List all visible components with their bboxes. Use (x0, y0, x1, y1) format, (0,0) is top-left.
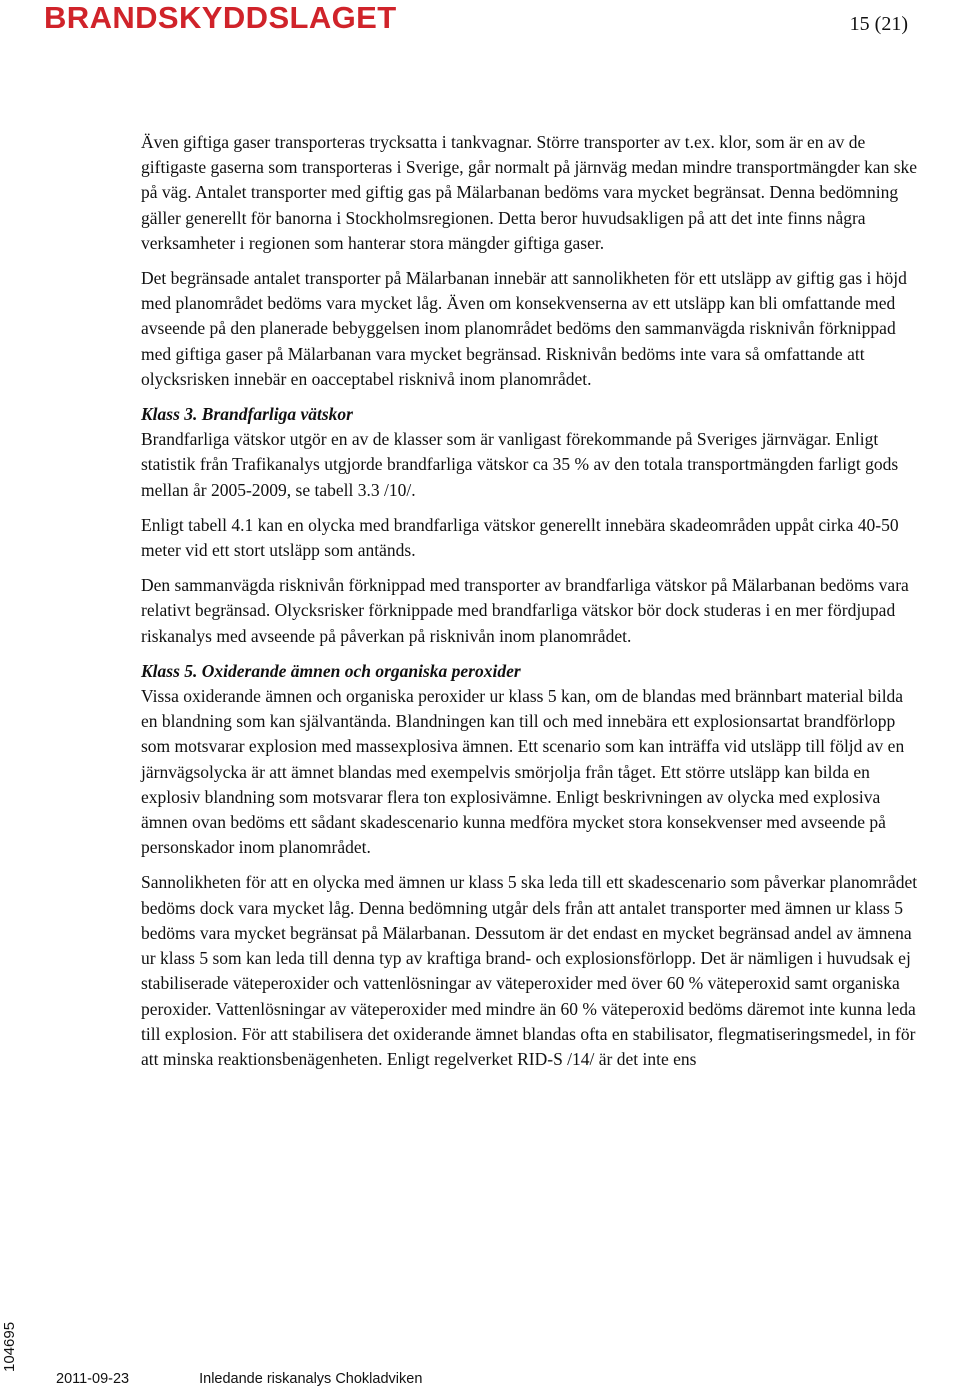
document-id-vertical: 104695 (1, 1321, 18, 1372)
footer (56, 1371, 422, 1387)
heading-class-3: Klass 3. Brandfarliga vätskor (141, 404, 353, 425)
footer-title: Inledande riskanalys Chokladviken (199, 1371, 423, 1387)
paragraph-flammable-liquids-stats: Brandfarliga vätskor utgör en av de klasser som är vanligast förekommande på Sveriges järnvägar. Enligt statistik från Trafikanalys utgjorde brandfarliga vätskor ca 35 % av den totala transportmängden farligt gods mellan år 2005-2009, se tabell 3.3 /10/. (141, 429, 899, 500)
paragraph-toxic-gas-transport: Även giftiga gaser transporteras trycksatta i tankvagnar. Större transporter av t.ex. klor, som är en av de giftigaste gaserna som transporteras i Sverige, går normalt på järnväg medan mindre transportmängder kan ske på väg. Antalet transporter med giftig gas på Mälarbanan bedöms vara mycket begränsat. Denna bedömning gäller generellt för banorna i Stockholmsregionen. Detta beror huvudsakligen på att det inte finns några verksamheter i regionen som hanterar stora mängder giftiga gaser. (141, 132, 918, 253)
brandskyddslaget-logo: BRANDSKYDDSLAGET (44, 0, 397, 35)
footer-date: 2011-09-23 (56, 1371, 130, 1387)
paragraph-oxidizing-substances: Vissa oxiderande ämnen och organiska peroxider ur klass 5 kan, om de blandas med brännbart material bilda en blandning som kan självantända. Blandningen kan till och med innebära ett explosionsartat brandförlopp som motsvarar explosion med massexplosiva ämnen. Ett scenario som kan inträffa vid utsläpp till följd av en järnvägsolycka är att ämnet blandas med exempelvis smörjolja från tåget. Ett större utsläpp kan bilda en explosiv blandning som motsvarar flera ton explosivämne. Enligt beskrivningen av olycka med explosiva ämnen ovan bedöms ett sådant skadescenario kunna medföra mycket stora konsekvenser med avseende på personskador inom planområdet. (141, 686, 905, 858)
heading-class-5: Klass 5. Oxiderande ämnen och organiska peroxider (141, 660, 521, 681)
page-number: 15 (21) (849, 13, 908, 35)
paragraph-flammable-liquids-risk: Den sammanvägda risknivån förknippad med transporter av brandfarliga vätskor på Mälarbanan bedöms vara relativt begränsad. Olycksrisker förknippade med brandfarliga vätskor bör dock studeras i en mer fördjupad riskanalys med avseende på påverkan på risknivån inom planområdet. (141, 575, 909, 646)
paragraph-oxidizing-probability: Sannolikheten för att en olycka med ämnen ur klass 5 ska leda till ett skadescenario som påverkar planområdet bedöms dock vara mycket låg. Denna bedömning utgår dels från att antalet transporter med ämnen ur klass 5 bedöms vara mycket begränsat på Mälarbanan. Dessutom är det endast en mycket begränsad andel av ämnena ur klass 5 som kan leda till denna typ av kraftiga brand- och explosionsförlopp. Det är nämligen i huvudsak ej stabiliserade väteperoxider och vattenlösningar av väteperoxider med över 60 % väteperoxid samt organiska peroxider. Vattenlösningar av väteperoxider med mindre än 60 % väteperoxid bedöms däremot inte kunna leda till explosion. För att stabilisera det oxiderande ämnet blandas ofta en stabilisator, flegmatiseringsmedel, in för att minska reaktionsbenägenheten. Enligt regelverket RID-S /14/ är det inte ens (141, 872, 918, 1069)
document-body (141, 130, 921, 1082)
paragraph-toxic-gas-assessment: Det begränsade antalet transporter på Mälarbanan innebär att sannolikheten för ett utsläpp av giftig gas i höjd med planområdet bedöms vara mycket låg. Även om konsekvenserna av ett utsläpp kan bli omfattande med avseende på den planerade bebyggelsen inom planområdet bedöms den sammanvägda risknivån förknippad med giftiga gaser på Mälarbanan vara mycket begränsad. Risknivån bedöms inte vara så omfattande att olycksrisken innebär en oacceptabel risknivå inom planområdet. (141, 268, 907, 389)
paragraph-flammable-liquids-damage: Enligt tabell 4.1 kan en olycka med brandfarliga vätskor generellt innebära skadeområden uppåt cirka 40-50 meter vid ett stort utsläpp som antänds. (141, 514, 899, 561)
